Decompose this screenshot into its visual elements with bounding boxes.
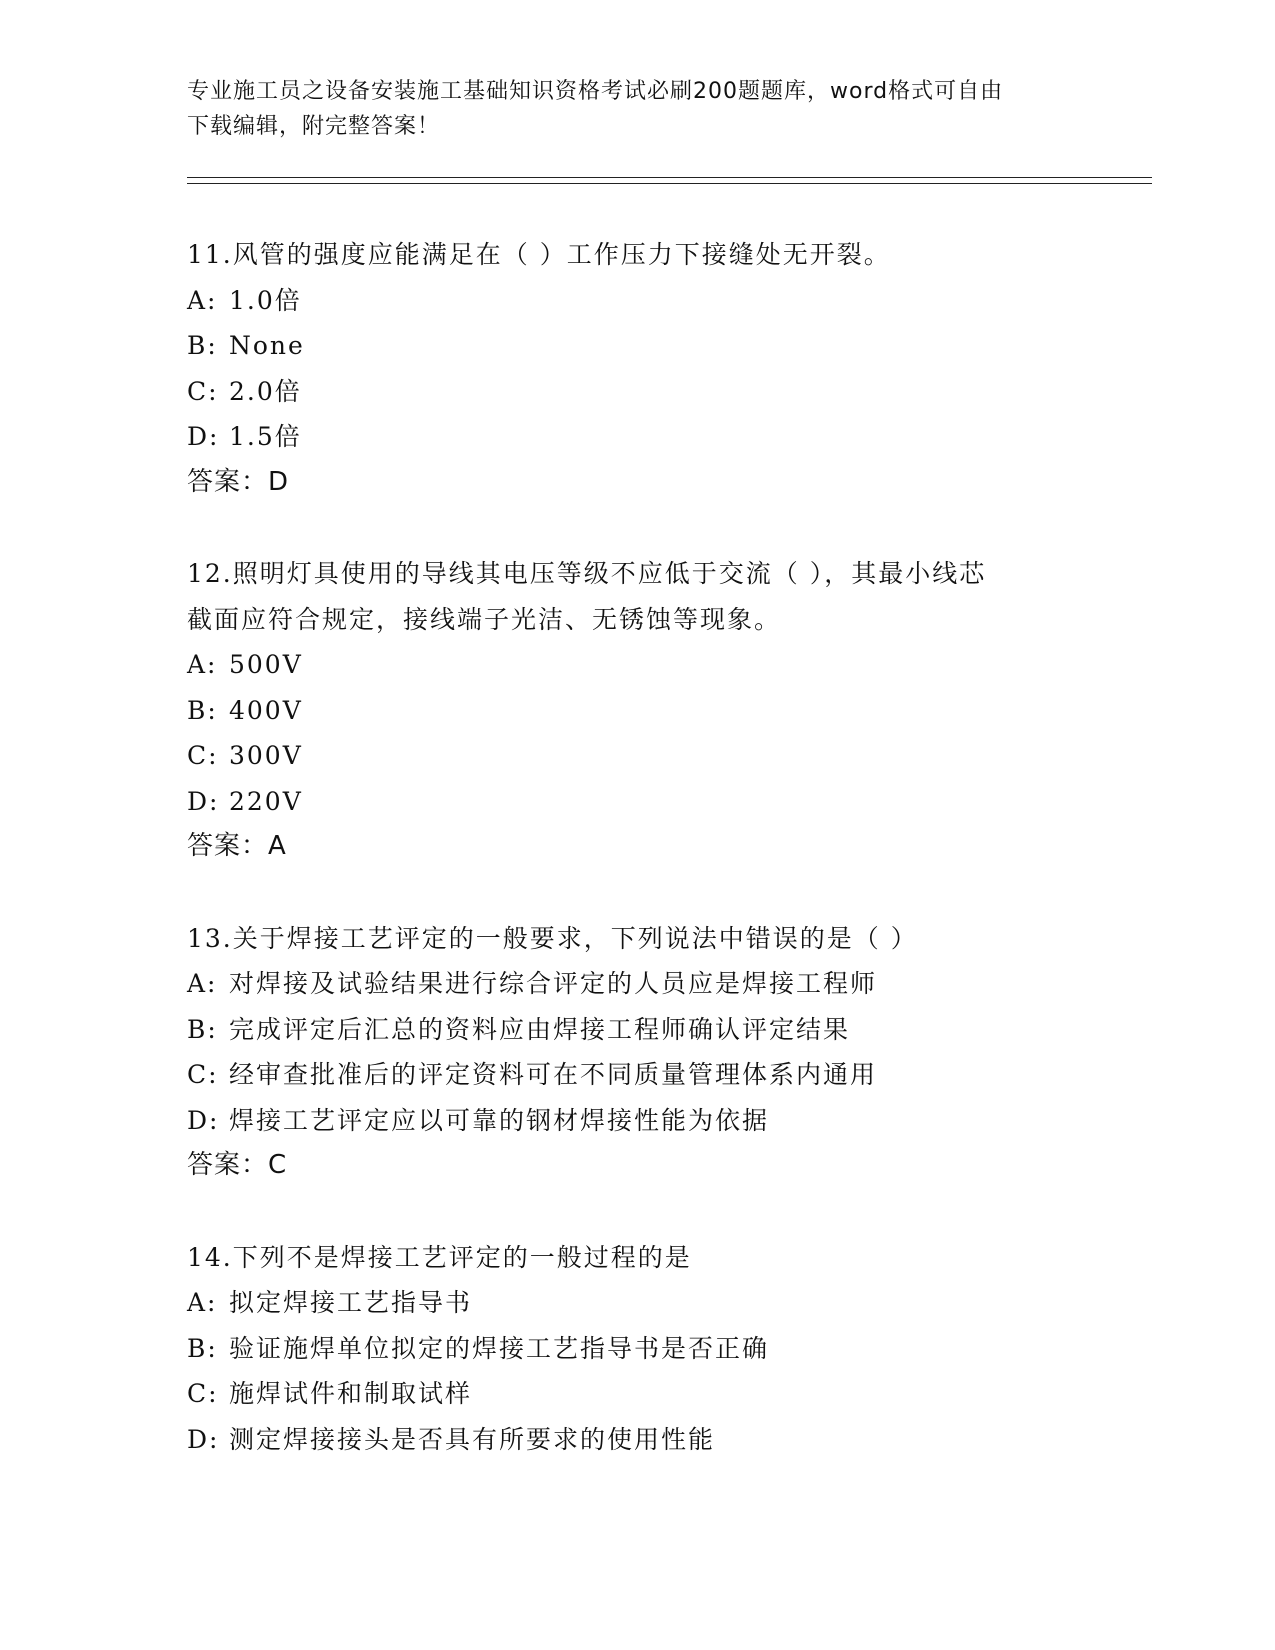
option-text: 500V: [229, 650, 303, 679]
option-text: 施焊试件和制取试样: [229, 1379, 473, 1408]
option-letter: B:: [187, 1333, 218, 1363]
answer-line: 答案：C: [187, 1150, 288, 1180]
option-c: [187, 1371, 1152, 1417]
option-a: [187, 642, 1152, 688]
option-d: [187, 1417, 1152, 1463]
option-letter: A:: [187, 1288, 218, 1317]
option-a: [187, 1280, 1152, 1326]
option-letter: B:: [187, 1014, 218, 1044]
question-12: [187, 551, 1152, 870]
option-text: 对焊接及试验结果进行综合评定的人员应是焊接工程师: [229, 969, 878, 998]
option-text: 1.0倍: [229, 285, 302, 315]
option-letter: C:: [187, 1379, 219, 1408]
option-text: 测定焊接接头是否具有所要求的使用性能: [229, 1424, 716, 1454]
option-text: 220V: [229, 786, 303, 816]
header-divider-top: [187, 177, 1152, 178]
document-header: [187, 74, 1087, 144]
option-d: [187, 779, 1152, 825]
header-line-2: 下载编辑，附完整答案！: [187, 114, 441, 139]
option-c: [187, 369, 1152, 415]
option-a: [187, 278, 1152, 324]
option-text: 焊接工艺评定应以可靠的钢材焊接性能为依据: [229, 1105, 770, 1135]
option-c: [187, 733, 1152, 779]
question-stem: 13.关于焊接工艺评定的一般要求，下列说法中错误的是（ ）: [187, 923, 918, 953]
question-stem-line-1: 12.照明灯具使用的导线其电压等级不应低于交流（ ），其最小线芯: [187, 559, 987, 588]
option-b: [187, 323, 1152, 369]
option-text: 2.0倍: [229, 376, 302, 406]
header-divider-bottom: [187, 183, 1152, 184]
option-text: 验证施焊单位拟定的焊接工艺指导书是否正确: [229, 1333, 770, 1363]
option-b: [187, 688, 1152, 734]
option-letter: A:: [187, 285, 218, 315]
option-d: [187, 1098, 1152, 1144]
option-letter: A:: [187, 969, 218, 998]
option-text: 经审查批准后的评定资料可在不同质量管理体系内通用: [229, 1060, 878, 1089]
option-letter: D:: [187, 1105, 220, 1135]
option-letter: C:: [187, 741, 219, 770]
option-letter: C:: [187, 1060, 219, 1089]
question-stem-line-2: 截面应符合规定，接线端子光洁、无锈蚀等现象。: [187, 604, 782, 634]
question-13: [187, 916, 1152, 1189]
option-text: 拟定焊接工艺指导书: [229, 1288, 473, 1317]
option-letter: B:: [187, 331, 218, 360]
option-text: None: [229, 331, 305, 360]
option-letter: D:: [187, 786, 220, 816]
option-text: 完成评定后汇总的资料应由焊接工程师确认评定结果: [229, 1014, 851, 1044]
option-letter: D:: [187, 422, 220, 451]
question-list: [187, 232, 1152, 1508]
question-11: [187, 232, 1152, 505]
question-stem: 11.风管的强度应能满足在（ ）工作压力下接缝处无开裂。: [187, 240, 891, 269]
option-letter: D:: [187, 1424, 220, 1454]
option-b: [187, 1326, 1152, 1372]
header-line-1: 专业施工员之设备安装施工基础知识资格考试必刷200题题库，word格式可自由: [187, 79, 1004, 104]
option-text: 300V: [229, 741, 303, 770]
option-d: [187, 414, 1152, 460]
option-text: 400V: [229, 695, 303, 725]
answer-line: 答案：A: [187, 831, 287, 861]
option-letter: C:: [187, 376, 219, 406]
option-text: 1.5倍: [229, 422, 302, 451]
option-letter: A:: [187, 650, 218, 679]
option-c: [187, 1052, 1152, 1098]
answer-line: 答案：D: [187, 466, 290, 497]
option-a: [187, 961, 1152, 1007]
option-b: [187, 1007, 1152, 1053]
question-stem: 14.下列不是焊接工艺评定的一般过程的是: [187, 1242, 692, 1272]
question-14: [187, 1235, 1152, 1463]
option-letter: B:: [187, 695, 218, 725]
